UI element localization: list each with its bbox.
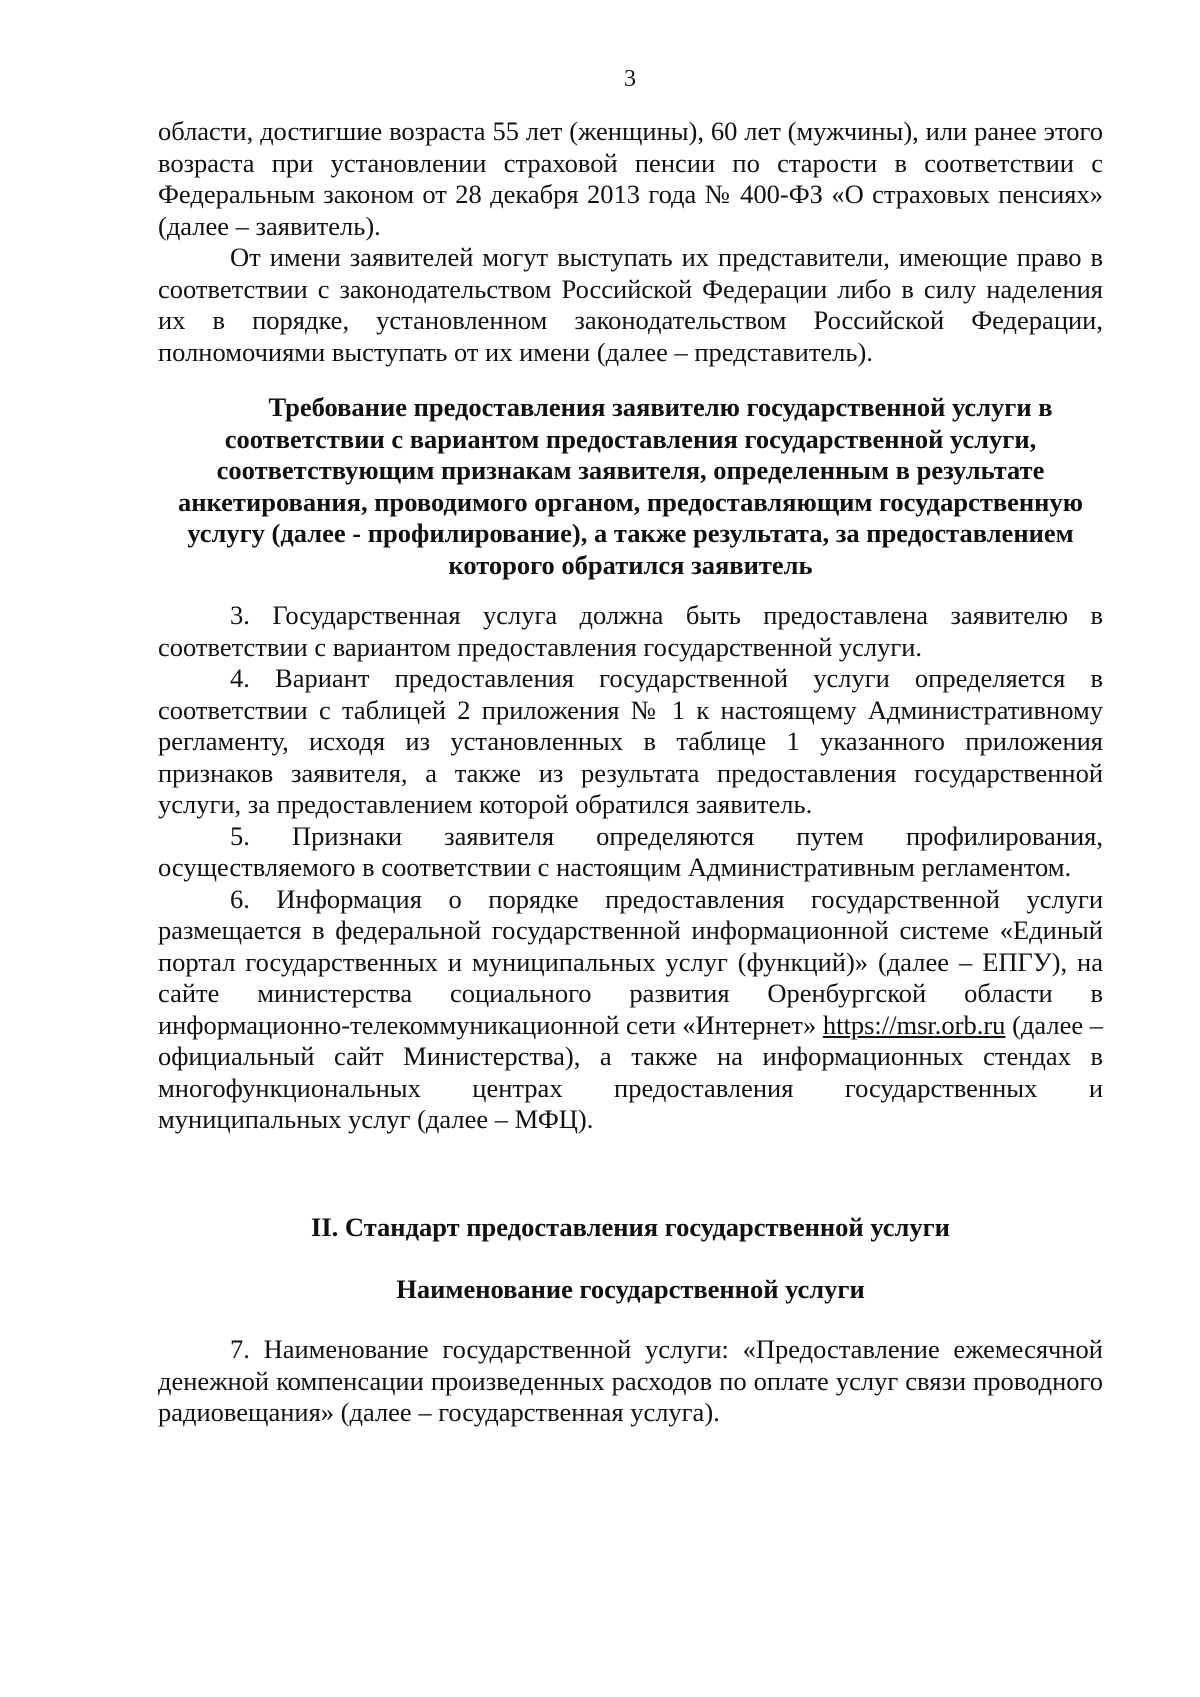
section-heading-service-name: Наименование государственной услуги (396, 1274, 865, 1304)
page-number: 3 (624, 66, 636, 92)
heading-block-1 (158, 392, 1103, 581)
ministry-website-link[interactable]: https://msr.orb.ru (822, 1009, 1006, 1040)
paragraph-applicant-definition: области, достигшие возраста 55 лет (женщины), 60 лет (мужчины), или ранее этого возраста при установлении страховой пенсии по старости в соответствии с Федеральным законом от 28 декабря 2013 года № 400-ФЗ «О страховых пенсиях» (далее – заявитель). (158, 116, 1103, 241)
paragraph-representatives: От имени заявителей могут выступать их представители, имеющие право в соответствии с законодательством Российской Федерации либо в силу наделения их в порядке, установленном законодательством Российской Федерации, полномочиями выступать от их имени (далее – представитель). (158, 242, 1103, 367)
paragraph-6-text-after: (далее – официальный сайт Министерства), а также на информационных стендах в многофункциональных центрах предоставления государственных и муниципальных услуг (далее – МФЦ). (158, 1009, 1103, 1134)
main-block (158, 600, 1103, 1136)
paragraph-7-block (158, 1334, 1103, 1429)
paragraph-4: 4. Вариант предоставления государственной услуги определяется в соответствии с таблицей 2 приложения № 1 к настоящему Административному регламенту, исходя из установленных в таблице 1 указанного приложения признаков заявителя, а также из результата предоставления государственной услуги, за предоставлением которой обратился заявитель. (158, 663, 1103, 819)
section-heading-standard: II. Стандарт предоставления государственной услуги (311, 1212, 950, 1242)
intro-block (158, 116, 1103, 368)
paragraph-6-text-before: 6. Информация о порядке предоставления государственной услуги размещается в федеральной государственной информационной системе «Единый портал государственных и муниципальных услуг (функций)» (далее – ЕПГУ), на сайте министерства социального развития Оренбургской области в информационно-телекоммуникационной сети «Интернет» (158, 883, 1103, 1040)
section-heading-profiling: Требование предоставления заявителю государственной услуги в соответствии с вариантом предоставления государственной услуги, соответствующим признакам заявителя, определенным в результате анкетирования, проводимого органом, предоставляющим государственную услугу (далее - профилирование), а также результата, за предоставлением которого обратился заявитель (178, 392, 1083, 580)
paragraph-3: 3. Государственная услуга должна быть предоставлена заявителю в соответствии с вариантом предоставления государственной услуги. (158, 600, 1103, 662)
paragraph-5: 5. Признаки заявителя определяются путем профилирования, осуществляемого в соответствии с настоящим Административным регламентом. (158, 820, 1103, 882)
paragraph-6 (158, 884, 1103, 1136)
paragraph-7: 7. Наименование государственной услуги: «Предоставление ежемесячной денежной компенсации произведенных расходов по оплате услуг связи проводного радиовещания» (далее – государственная услуга). (158, 1334, 1103, 1427)
heading-block-2 (158, 1212, 1103, 1244)
heading-block-3 (158, 1274, 1103, 1306)
